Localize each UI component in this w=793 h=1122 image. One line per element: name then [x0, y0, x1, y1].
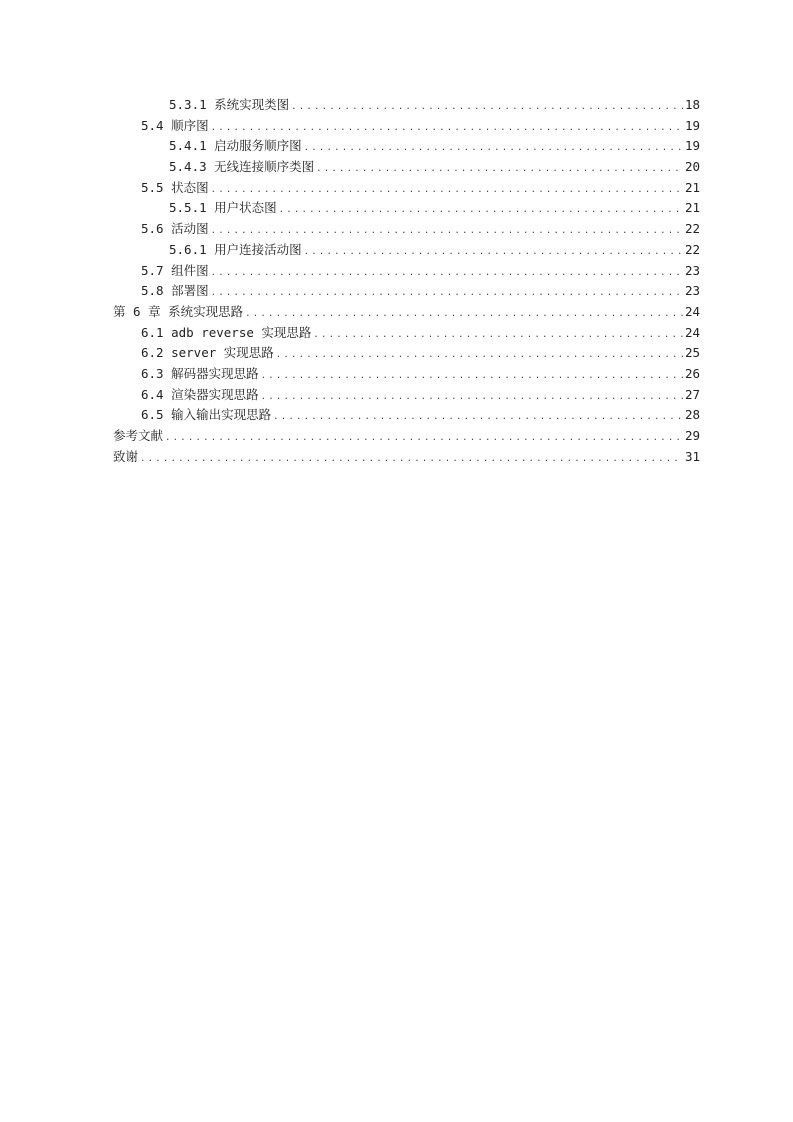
toc-entry-title: 参考文献 [113, 428, 164, 443]
toc-entry[interactable] [113, 343, 700, 364]
toc-dot-leader [211, 268, 683, 278]
toc-page-number: 24 [684, 324, 700, 340]
toc-entry[interactable] [113, 261, 700, 282]
toc-entry-title: 5.6.1 用户连接活动图 [169, 241, 302, 257]
toc-entry-title: 6.2 server 实现思路 [141, 345, 274, 361]
toc-dot-leader [211, 288, 683, 298]
toc-dot-leader [140, 454, 683, 464]
toc-page-number: 28 [684, 407, 700, 423]
toc-dot-leader [291, 102, 683, 112]
toc-entry-title: 6.3 解码器实现思路 [141, 365, 259, 381]
toc-entry-title: 6.4 渲染器实现思路 [141, 386, 259, 402]
toc-dot-leader [304, 143, 683, 153]
toc-entry-title: 5.8 部署图 [141, 283, 209, 299]
toc-entry-title: 5.7 组件图 [141, 262, 209, 278]
toc-page-number: 22 [684, 221, 700, 237]
toc-entry[interactable] [113, 447, 700, 468]
toc-dot-leader [304, 247, 683, 257]
toc-entry[interactable] [113, 198, 700, 219]
toc-page-number: 21 [684, 200, 700, 216]
toc-dot-leader [261, 392, 683, 402]
toc-entry-title: 5.4.3 无线连接顺序类图 [169, 159, 315, 175]
toc-dot-leader [211, 185, 683, 195]
toc-entry[interactable] [113, 426, 700, 447]
toc-entry[interactable] [113, 405, 700, 426]
toc-entry[interactable] [113, 323, 700, 344]
toc-page-number: 27 [684, 386, 700, 402]
toc-page-number: 19 [684, 117, 700, 133]
toc-page-number: 31 [684, 448, 700, 464]
toc-page-number: 26 [684, 365, 700, 381]
toc-page-number: 29 [684, 428, 700, 443]
toc-dot-leader [316, 164, 683, 174]
toc-entry-title: 5.3.1 系统实现类图 [169, 97, 290, 112]
toc-entry[interactable] [113, 281, 700, 302]
toc-page-number: 24 [684, 303, 700, 319]
toc-entry-title: 5.5.1 用户状态图 [169, 200, 277, 216]
toc-entry-title: 第 6 章 系统实现思路 [113, 303, 244, 319]
toc-entry[interactable] [113, 136, 700, 157]
toc-entry[interactable] [113, 302, 700, 323]
toc-page-number: 21 [684, 179, 700, 195]
toc-dot-leader [211, 226, 683, 236]
toc-entry[interactable] [113, 178, 700, 199]
toc-page-number: 18 [684, 97, 700, 112]
toc-entry[interactable] [113, 364, 700, 385]
toc-entry-title: 致谢 [113, 448, 139, 464]
toc-entry-title: 5.5 状态图 [141, 179, 209, 195]
toc-dot-leader [165, 433, 683, 443]
toc-dot-leader [211, 123, 683, 133]
toc-page-number: 23 [684, 283, 700, 299]
toc-dot-leader [245, 309, 683, 319]
toc-page-number: 23 [684, 262, 700, 278]
toc-page-number: 25 [684, 345, 700, 361]
toc-entry[interactable] [113, 157, 700, 178]
toc-entry[interactable] [113, 219, 700, 240]
toc-page-number: 20 [684, 159, 700, 175]
toc-entry-title: 6.5 输入输出实现思路 [141, 407, 272, 423]
toc-entry[interactable] [113, 95, 700, 116]
toc-dot-leader [276, 350, 683, 360]
table-of-contents [113, 95, 700, 467]
toc-entry-title: 5.6 活动图 [141, 221, 209, 237]
toc-entry-title: 5.4 顺序图 [141, 117, 209, 133]
toc-entry-title: 6.1 adb reverse 实现思路 [141, 324, 312, 340]
toc-page-number: 22 [684, 241, 700, 257]
toc-dot-leader [273, 412, 683, 422]
toc-dot-leader [279, 205, 683, 215]
toc-page-number: 19 [684, 138, 700, 154]
toc-entry[interactable] [113, 385, 700, 406]
toc-entry[interactable] [113, 116, 700, 137]
toc-dot-leader [313, 330, 683, 340]
toc-dot-leader [261, 371, 683, 381]
toc-entry[interactable] [113, 240, 700, 261]
toc-entry-title: 5.4.1 启动服务顺序图 [169, 138, 302, 154]
